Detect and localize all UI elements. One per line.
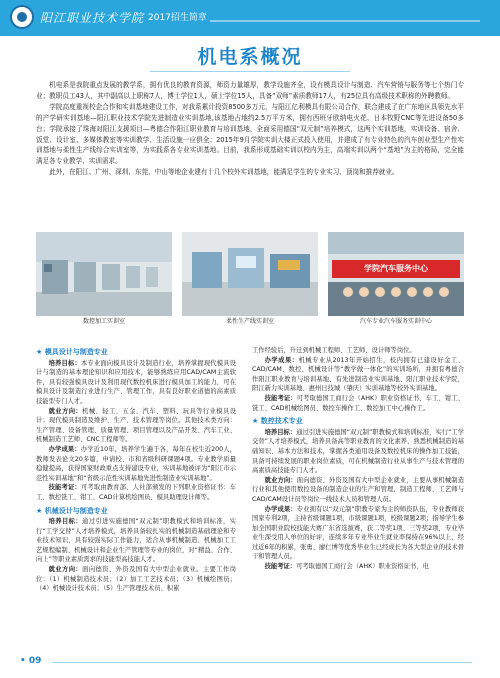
auto-service-banner: 学院汽车服务中心 [364, 264, 428, 273]
star-icon: ★ [36, 506, 43, 515]
header-decoration [210, 20, 480, 22]
intro-paragraph: 机电系是我院重点发展的教学系，拥有优良的教育资源，师资力量雄厚，教学设施齐全，设有模具设计与制造、汽车营销与服务等七个热门专业；教职员工43人，其中副高以上职称7人，博士学位1人，硕士学位15人，具备“双师”素质教师17人，有25位具有高级技术职称的外聘教师。 [36, 81, 464, 100]
footer-line [52, 662, 472, 663]
intro-paragraph: 学院高度重视校企合作和实训基地建设工作，对我系累计投资8500多万元，与阳江亿利模具有限公司合作，联合建成了在广东地区具领先水平的产学研实训基地—阳江职业技术学院先进制造业实训基地,该基地占地约2.5万平方米，拥有西班牙欧纳电火花、日本牧野CNC等先进设备50多台；学院承接了珠海对阳江支援项目—粤德合作阳江职业教育与培训基地，全面采用德国“双元制”培养模式，这两个实训基地，实训设备、宿舍、饭堂、设计室、多媒体教室等实训教学、生活设施一应俱全；2015年9月学院实训大楼正式投入使用，并建成了有专业特色的汽车创业型生产性实训基地与柔性生产线综合实训室等，为实践系各专业实训基地。目前，我系形成基础实训以校内为主，高端实训以两个“基地”为主的格局，完全能满足各专业教学、实训需求。 [36, 102, 464, 166]
star-icon: ★ [252, 417, 259, 426]
intro-text [36, 80, 464, 178]
section-title: ★ 模具设计与制造专业 [36, 348, 108, 356]
star-icon: ★ [36, 348, 43, 356]
page-number: • 09 [20, 656, 42, 666]
page-title: 机电系概况 [197, 46, 303, 68]
left-column: ★ 模具设计与制造专业 培养目标：本专业面向模具设计及制造行业，培养掌握现代模具设计与制造的基本理论知识和应用技术，能够熟练应用CAD/CAM主流软件，具有较强模具设计及利用现代数控机床进行模具加工的能力，可在模具设计及制造行业进行生产、管理工作，具有良好职业道德的高素质技能型专门人才。 就业方向：机械、轻工、五金、汽车、塑料、玩具等行业模具设计；现代模具制造及维护、生产、技术管理等岗位。其他技术类方向：生产管理、设备管理、质量管理、项目管理以及产品开发、汽车工业、机械制造工艺师、CNC工程师等。 办学成果：办学近10年，培养学生遍于各，每年在校生近200人，教师发表论文20多篇，申请校、市和省级科研课题4项。专业教学质量稳健提高，获得国家财政重点支持建设专业，实训基地被评为“阳江市示范性实训基地”和“省级示范性实训基地先进性制造业实训基地”。 技能考证：可考取由教育部、人社部颁发的下列职业资格证书：车工、数控铣工、钳工、CAD计算机绘图员、模具助理设计师等。 ★ 机械设计与制造专业 培养目标：通过引进实施德国“双元制”职教模式和培训标准，实行“工学交替”人才培养模式，培养具备较扎实的机械制造基础理论和专业技术知识，具有较强实际工作能力，适合从事机械制造、机械加工工艺规程编制、机械设计和企业生产管理等专业的岗位，对“精益、合作、向上”等职业素质需求的技能型高技能人才。 就业方向：面向德资、外资及国有大中型企业就业。主要工作岗位：（1）机械制造技术员；（2）加工工艺技术员；（3）机械绘图员；（4）机械设计技术员；（5）生产管理技术员、积累 [36, 348, 237, 593]
school-logo [10, 5, 34, 29]
school-name: 阳江职业技术学院 [40, 11, 145, 25]
photo-cnc-lab [36, 232, 172, 325]
cnc-lab-image [36, 232, 172, 316]
photo-auto-service [328, 232, 464, 325]
section-title: ★ 数控技术专业 [252, 417, 303, 426]
photo-caption: 汽车专业汽车服务实训中心 [359, 318, 432, 325]
photo-caption: 数控加工实训室 [82, 318, 125, 325]
photo-strip [36, 232, 464, 338]
right-column: 工作经验后，升迁到机械工程师、工艺师、设计师等岗位。 办学成果：机械专业从2013年开始招生，校内拥有已建设好金工、CAD/CAM、数控、机械设计等“教学做一体化”的实训场所，并拥有粤德合作阳江职业教育与培训基地、有先进制造业实训基地、阳江职业技术学院，阳江新力实训基地、惠州日技城（肇庆）实训基地等校外实训基地。 技能考证：可考取德国工商行会（AHK）职业资格证书、车工、钳工、铣工、CAD机械绘图员、数控车操作工、数控加工中心操作工。 ★ 数控技术专业 培养目标：通过引进实施德国“双元制”职教模式和培训标准，实行“工学交替”人才培养模式，培养具备高等职业教育的文化素养，熟悉机械制造的基础知识、基本方法和技术，掌握各类通用设备及数控机床的操作加工技能，具备可持续发展的职业岗位素质，可在机械制造行业从事生产与技术管理的高素质高技能专门人才。 就业方向：面向德资、外资及国有大中型企业就业，主要从事机械制造行业和其他使用数控设备的制造企业的生产和管理，制造工程师、工艺师与CAD/CAM设计员等岗位一线技术人员和管理人员。 办学成果：专业拥有以“双元制”职教专家为主的师资队伍，专业教师获国家专利2项，主持省级课题1项，市级课题1项，校级课题2项；指导学生参加全国职业院校技能大赛广东省选拔赛，获二等奖1项、三等奖2项，专业毕业生深受用人单位的好评，连续多年专业毕业生就业率保持在96%以上，经过近6年的积累，张勇、廖仁博等优秀毕业生已经成长为各大型企业的技术骨干和管理人员。 技能考证：可考取德国工商行会（AHK）职业资格证书、电 [252, 347, 465, 571]
issue-label: 2017招生简章 [148, 13, 207, 23]
flexible-line-image [182, 232, 318, 316]
photo-caption: 柔性生产线实训室 [225, 318, 274, 325]
section-title: ★ 机械设计与制造专业 [36, 506, 108, 515]
intro-paragraph: 此外，在阳江、广州、深圳、东莞、中山等地企业建有十几个校外实训基地，能满足学生的专业实习、顶岗和推荐就业。 [49, 168, 399, 177]
photo-flexible-line [182, 232, 318, 325]
page-header [0, 0, 500, 36]
title-underline [150, 71, 350, 72]
